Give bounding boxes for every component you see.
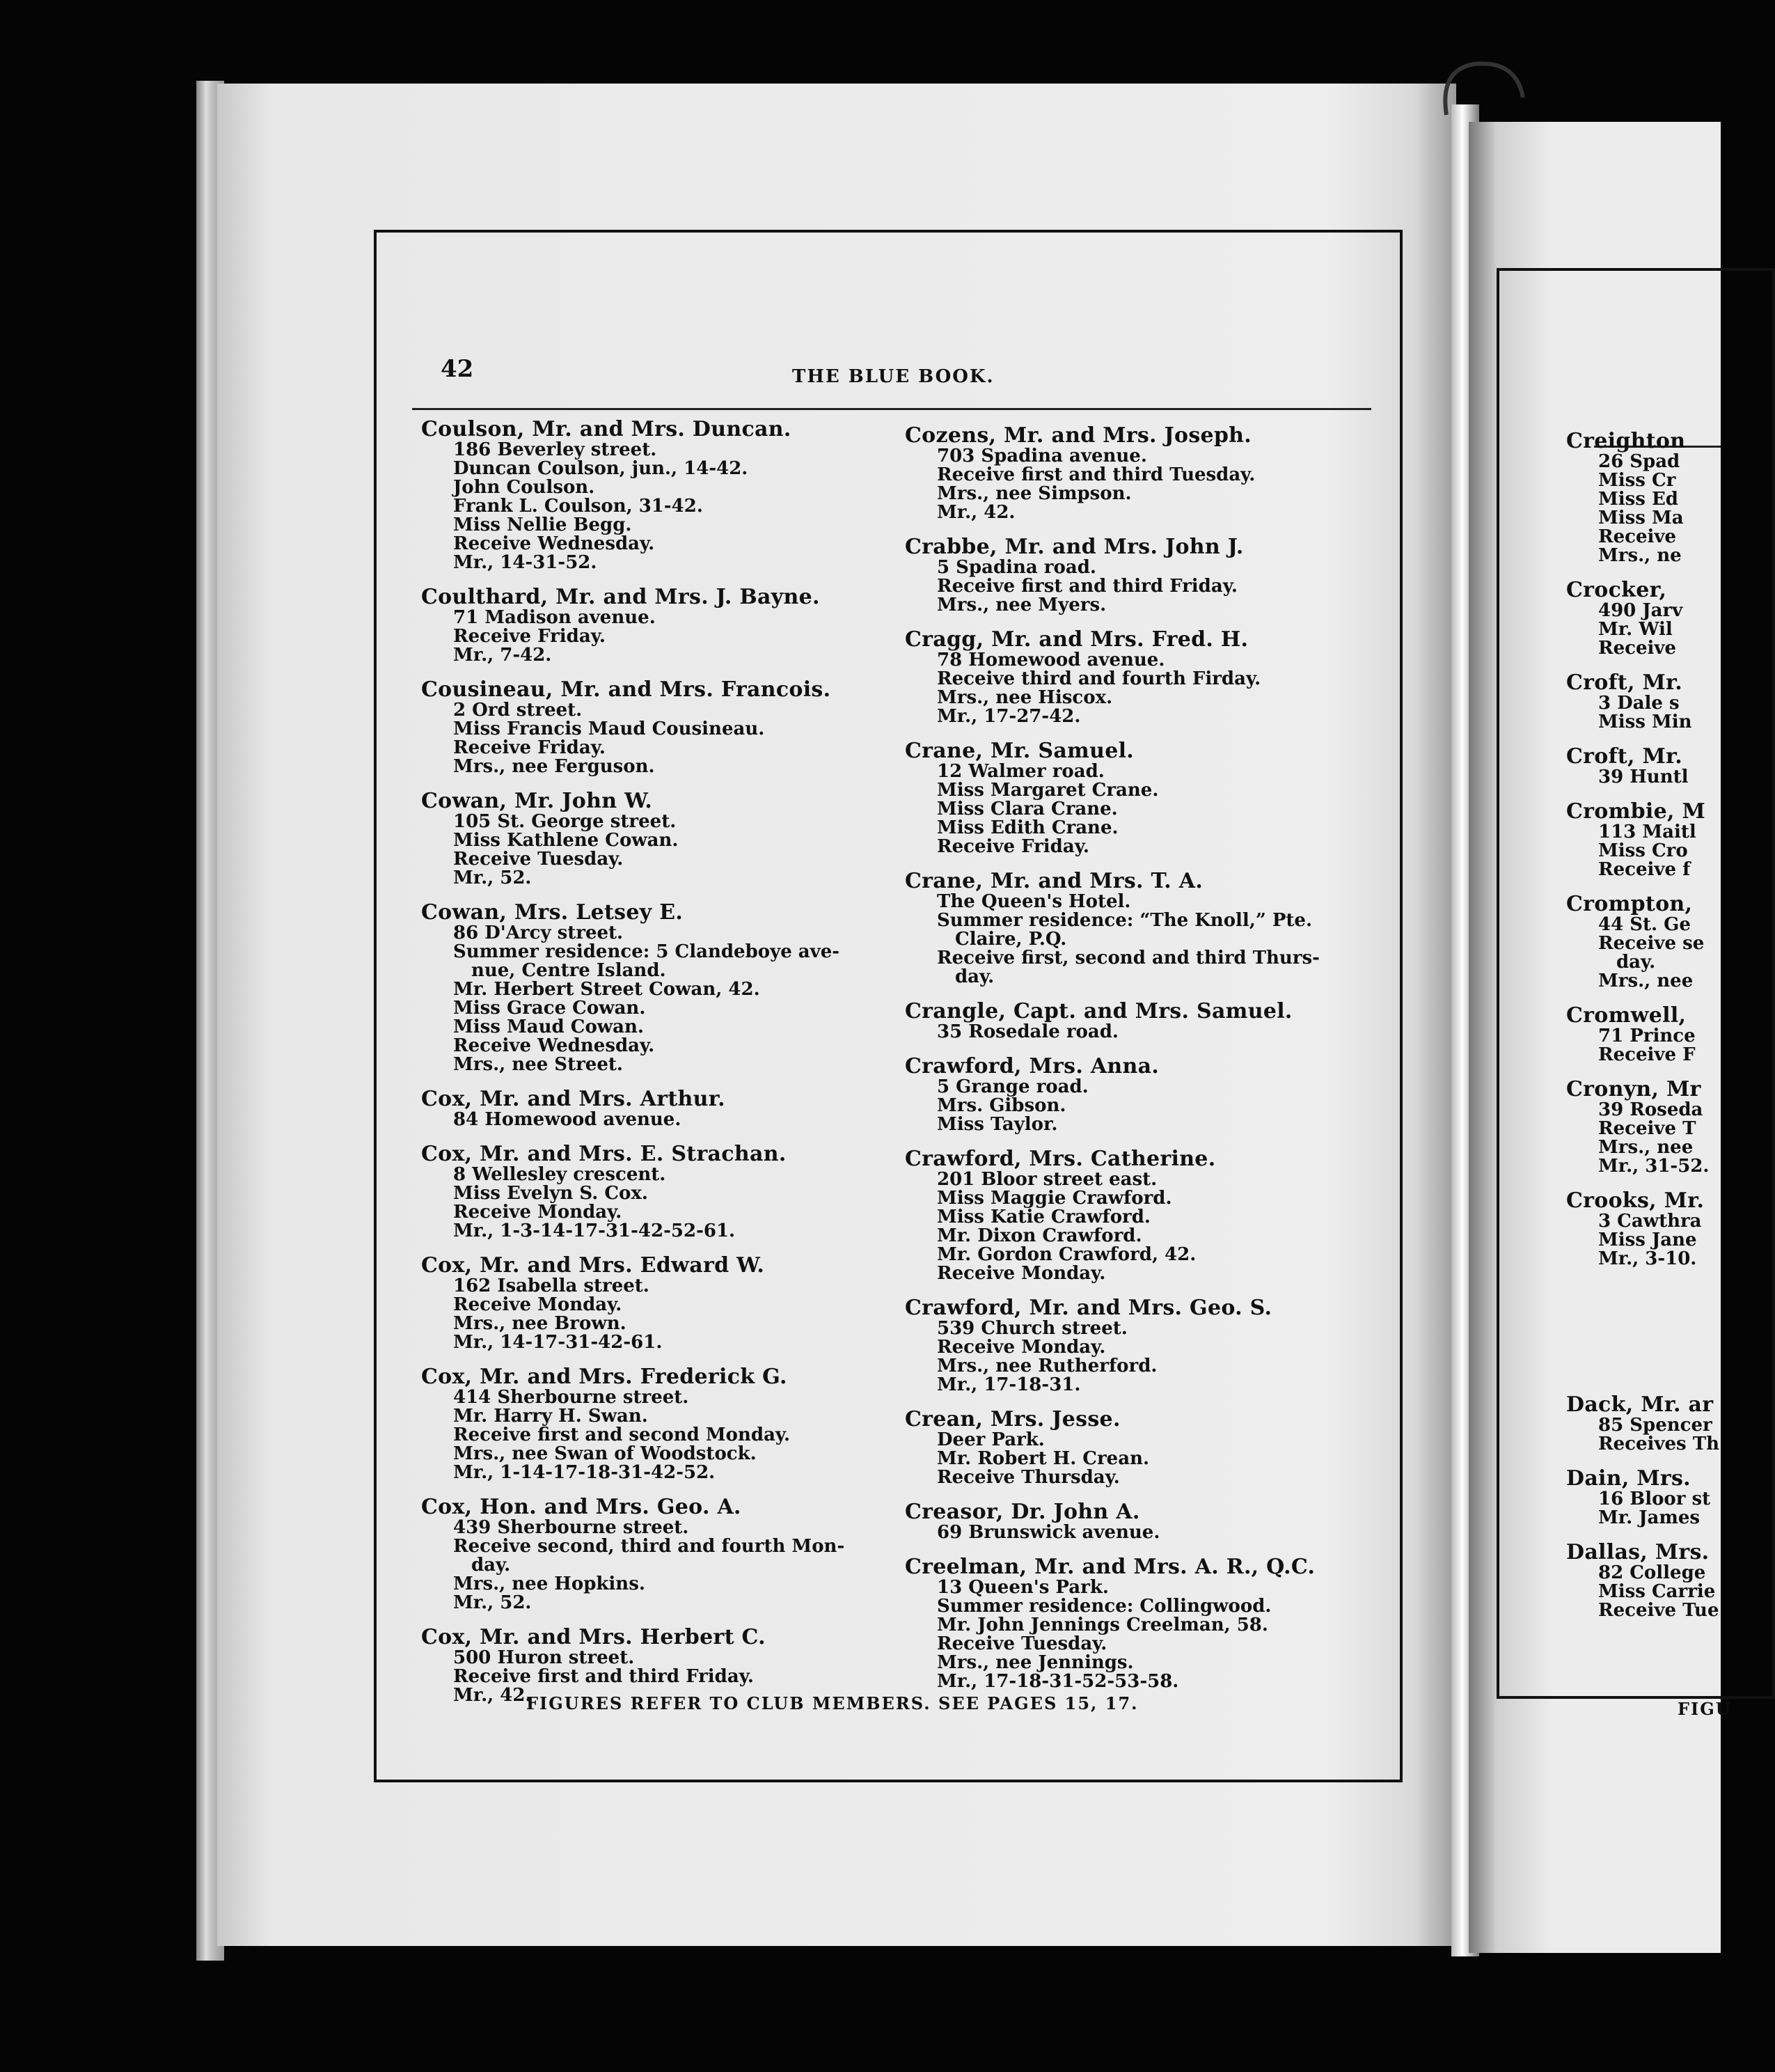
directory-entry — [905, 536, 1385, 615]
entry-name: Cox, Mr. and Mrs. Frederick G. — [421, 1365, 787, 1389]
entry-name: Crocker, — [1566, 578, 1667, 602]
entry-detail-line: Receive first, second and third Thurs- — [937, 948, 1320, 968]
directory-entry — [421, 902, 901, 1074]
directory-entry — [1566, 1394, 1721, 1454]
directory-entry — [1566, 801, 1721, 879]
entry-detail-line: day. — [955, 966, 995, 987]
entry-name: Crangle, Capt. and Mrs. Samuel. — [905, 999, 1293, 1023]
directory-entry — [1566, 893, 1721, 991]
directory-entry — [905, 1055, 1385, 1134]
entry-name: Cozens, Mr. and Mrs. Joseph. — [905, 423, 1252, 448]
entry-detail-line: day. — [1616, 952, 1656, 973]
right-page-footer: FIGU — [1678, 1699, 1732, 1719]
entry-detail-line: Receive T — [1598, 1118, 1696, 1139]
directory-entry — [905, 1000, 1385, 1042]
entry-name: Crombie, M — [1566, 799, 1705, 824]
entry-detail-line: 39 Roseda — [1598, 1099, 1703, 1120]
entry-detail-line: Receive first and third Friday. — [937, 576, 1238, 597]
entry-name: Cox, Mr. and Mrs. Edward W. — [421, 1253, 765, 1278]
clip-icon — [1433, 56, 1530, 118]
entry-name: Cox, Mr. and Mrs. Herbert C. — [421, 1625, 766, 1649]
directory-entry — [905, 870, 1385, 987]
entry-detail-line: 85 Spencer — [1598, 1415, 1712, 1436]
entry-name: Crawford, Mr. and Mrs. Geo. S. — [905, 1296, 1272, 1320]
directory-entry — [905, 1297, 1385, 1395]
directory-entry — [421, 1366, 901, 1482]
entry-detail-line: 414 Sherbourne street. — [453, 1387, 689, 1408]
directory-entry — [1566, 430, 1721, 565]
directory-entry — [905, 425, 1385, 522]
entry-name: Croft, Mr. — [1566, 670, 1683, 695]
entry-name: Cox, Mr. and Mrs. Arthur. — [421, 1087, 725, 1111]
directory-entry — [1566, 1005, 1721, 1065]
header-rule — [412, 408, 1371, 410]
entry-detail-line: Miss Min — [1598, 712, 1692, 732]
left-column — [421, 418, 901, 1719]
entry-detail-line: Miss Taylor. — [937, 1114, 1058, 1135]
middle-column — [905, 425, 1385, 1705]
entry-detail-line: Mr. Harry H. Swan. — [453, 1406, 648, 1427]
entry-detail-line: 13 Queen's Park. — [937, 1577, 1109, 1598]
directory-entry — [421, 679, 901, 776]
entry-name: Dack, Mr. ar — [1566, 1392, 1714, 1417]
entry-detail-line: Mr., 17-18-31. — [937, 1374, 1081, 1395]
entry-detail-line: Mrs., ne — [1598, 545, 1682, 566]
entry-detail-line: Miss Maggie Crawford. — [937, 1188, 1172, 1209]
entry-detail-line: 201 Bloor street east. — [937, 1169, 1158, 1190]
entry-detail-line: Mr. Gordon Crawford, 42. — [937, 1244, 1197, 1265]
entry-detail-line: Frank L. Coulson, 31-42. — [453, 496, 703, 517]
running-head: THE BLUE BOOK. — [792, 366, 995, 387]
entry-detail-line: Miss Cr — [1598, 470, 1676, 491]
directory-entry — [421, 1255, 901, 1352]
directory-entry — [1566, 1190, 1721, 1269]
entry-detail-line: Summer residence: Collingwood. — [937, 1596, 1272, 1617]
entry-detail-line: Miss Francis Maud Cousineau. — [453, 719, 765, 739]
entry-detail-line: Mr., 52. — [453, 868, 532, 888]
entry-detail-line: 71 Madison avenue. — [453, 607, 656, 628]
directory-entry — [905, 740, 1385, 856]
entry-detail-line: 500 Huron street. — [453, 1647, 635, 1668]
entry-detail-line: Mr., 52. — [453, 1592, 532, 1613]
entry-detail-line: Mr. John Jennings Creelman, 58. — [937, 1615, 1268, 1635]
entry-detail-line: Mr., 31-52. — [1598, 1156, 1710, 1177]
entry-name: Cowan, Mr. John W. — [421, 789, 653, 813]
directory-entry — [905, 1501, 1385, 1542]
entry-detail-line: Receive — [1598, 526, 1677, 547]
entry-detail-line: Receive F — [1598, 1044, 1696, 1065]
entry-detail-line: The Queen's Hotel. — [937, 891, 1131, 912]
entry-name: Cousineau, Mr. and Mrs. Francois. — [421, 677, 831, 702]
entry-detail-line: day. — [471, 1555, 511, 1576]
entry-detail-line: Mr. Robert H. Crean. — [937, 1448, 1150, 1469]
entry-name: Crane, Mr. Samuel. — [905, 739, 1135, 763]
page-number: 42 — [441, 355, 474, 383]
entry-detail-line: 539 Church street. — [937, 1318, 1128, 1339]
entry-detail-line: Miss Cro — [1598, 840, 1688, 861]
entry-detail-line: Receive second, third and fourth Mon- — [453, 1536, 845, 1557]
entry-name: Creasor, Dr. John A. — [905, 1500, 1140, 1524]
entry-detail-line: Mr. Herbert Street Cowan, 42. — [453, 979, 760, 1000]
entry-detail-line: Miss Evelyn S. Cox. — [453, 1183, 648, 1204]
entry-name: Coulson, Mr. and Mrs. Duncan. — [421, 417, 791, 441]
entry-detail-line: Receive Tue — [1598, 1600, 1719, 1621]
entry-detail-line: Receive Wednesday. — [453, 533, 655, 554]
directory-entry — [905, 1408, 1385, 1487]
entry-detail-line: John Coulson. — [453, 477, 595, 498]
entry-detail-line: Receive f — [1598, 859, 1691, 880]
entry-detail-line: Receive Monday. — [453, 1294, 622, 1315]
entry-detail-line: Mrs., nee Brown. — [453, 1313, 626, 1334]
entry-detail-line: Duncan Coulson, jun., 14-42. — [453, 458, 748, 479]
entry-detail-line: Receive Tuesday. — [937, 1633, 1107, 1654]
directory-entry — [1566, 1541, 1721, 1620]
entry-detail-line: Summer residence: 5 Clandeboye ave- — [453, 941, 840, 962]
entry-detail-line: 86 D'Arcy street. — [453, 923, 624, 943]
entry-detail-line: Mrs., nee — [1598, 1137, 1694, 1158]
entry-detail-line: 2 Ord street. — [453, 700, 583, 721]
entry-detail-line: Mr., 7-42. — [453, 645, 552, 666]
entry-name: Cox, Hon. and Mrs. Geo. A. — [421, 1495, 741, 1519]
entry-detail-line: Mrs., nee Hiscox. — [937, 687, 1113, 708]
entry-detail-line: Receive Friday. — [453, 626, 606, 647]
entry-detail-line: Receive Monday. — [937, 1337, 1106, 1358]
entry-detail-line: Receive first and second Monday. — [453, 1424, 791, 1445]
entry-name: Dallas, Mrs. — [1566, 1540, 1710, 1564]
entry-detail-line: Mr., 3-10. — [1598, 1248, 1697, 1269]
directory-entry — [1566, 672, 1721, 732]
entry-detail-line: 162 Isabella street. — [453, 1276, 649, 1296]
entry-detail-line: Mr., 17-18-31-52-53-58. — [937, 1671, 1179, 1692]
entry-detail-line: 5 Grange road. — [937, 1076, 1089, 1097]
entry-name: Crawford, Mrs. Catherine. — [905, 1147, 1216, 1171]
entry-detail-line: Miss Clara Crane. — [937, 799, 1118, 819]
entry-detail-line: Mrs., nee Ferguson. — [453, 756, 655, 777]
entry-name: Crompton, — [1566, 892, 1693, 916]
entry-detail-line: Mr., 17-27-42. — [937, 706, 1081, 727]
entry-detail-line: Receive third and fourth Firday. — [937, 668, 1261, 689]
entry-name: Cronyn, Mr — [1566, 1077, 1701, 1101]
entry-detail-line: 78 Homewood avenue. — [937, 650, 1165, 670]
entry-detail-line: Receive Wednesday. — [453, 1035, 655, 1056]
entry-detail-line: Miss Ed — [1598, 489, 1678, 510]
entry-detail-line: Mrs., nee Swan of Woodstock. — [453, 1443, 757, 1464]
entry-detail-line: Receive se — [1598, 933, 1705, 954]
entry-detail-line: Receive Friday. — [937, 836, 1089, 857]
entry-detail-line: Mr. Wil — [1598, 619, 1673, 640]
page-footer: FIGURES REFER TO CLUB MEMBERS. SEE PAGES 15, 17. — [526, 1693, 1139, 1713]
directory-entry — [1566, 579, 1721, 658]
entry-detail-line: 439 Sherbourne street. — [453, 1517, 689, 1538]
directory-entry — [905, 1148, 1385, 1283]
entry-detail-line: Miss Katie Crawford. — [937, 1207, 1151, 1227]
entry-name: Cowan, Mrs. Letsey E. — [421, 900, 684, 925]
entry-name: Creelman, Mr. and Mrs. A. R., Q.C. — [905, 1555, 1316, 1579]
entry-detail-line: 113 Maitl — [1598, 822, 1696, 842]
directory-entry — [421, 418, 901, 572]
entry-name: Crooks, Mr. — [1566, 1188, 1705, 1213]
entry-name: Crane, Mr. and Mrs. T. A. — [905, 869, 1204, 893]
entry-detail-line: 82 College — [1598, 1562, 1706, 1583]
entry-detail-line: Receive Monday. — [453, 1202, 622, 1223]
entry-detail-line: Mrs., nee Simpson. — [937, 483, 1132, 504]
entry-detail-line: 12 Walmer road. — [937, 761, 1105, 782]
entry-detail-line: Claire, P.Q. — [955, 929, 1067, 950]
entry-detail-line: 8 Wellesley crescent. — [453, 1164, 666, 1185]
directory-entry — [905, 629, 1385, 726]
entry-detail-line: 3 Cawthra — [1598, 1211, 1702, 1232]
directory-entry — [421, 1143, 901, 1241]
entry-detail-line: 71 Prince — [1598, 1026, 1696, 1046]
directory-entry — [1566, 746, 1721, 787]
entry-detail-line: 39 Huntl — [1598, 767, 1689, 787]
entry-detail-line: Deer Park. — [937, 1429, 1045, 1450]
entry-detail-line: Summer residence: “The Knoll,” Pte. — [937, 910, 1313, 931]
entry-detail-line: 3 Dale s — [1598, 693, 1680, 714]
directory-entry — [421, 1496, 901, 1612]
entry-detail-line: 490 Jarv — [1598, 600, 1683, 621]
entry-name: Creighton — [1566, 429, 1686, 453]
directory-entry — [421, 586, 901, 665]
entry-detail-line: Mr., 42. — [453, 1685, 532, 1706]
entry-detail-line: 5 Spadina road. — [937, 557, 1096, 578]
entry-detail-line: 26 Spad — [1598, 451, 1680, 472]
entry-detail-line: Receive Monday. — [937, 1263, 1106, 1284]
entry-detail-line: Mr., 1-3-14-17-31-42-52-61. — [453, 1221, 736, 1241]
directory-entry — [421, 790, 901, 888]
entry-detail-line: Mrs., nee Rutherford. — [937, 1356, 1158, 1376]
entry-detail-line: Mrs., nee Jennings. — [937, 1652, 1134, 1673]
entry-detail-line: Miss Grace Cowan. — [453, 998, 646, 1019]
entry-detail-line: Mr., 1-14-17-18-31-42-52. — [453, 1462, 716, 1483]
entry-detail-line: Mr., 14-31-52. — [453, 552, 597, 573]
entry-detail-line: Receives Th — [1598, 1434, 1719, 1454]
entry-detail-line: Mr. James — [1598, 1507, 1701, 1528]
directory-entry — [1566, 1078, 1721, 1176]
entry-detail-line: Mr. Dixon Crawford. — [937, 1225, 1142, 1246]
entry-detail-line: Receive first and third Friday. — [453, 1666, 754, 1687]
entry-detail-line: Receive Tuesday. — [453, 849, 624, 870]
entry-name: Cromwell, — [1566, 1003, 1687, 1028]
entry-name: Croft, Mr. — [1566, 744, 1683, 769]
entry-detail-line: Miss Nellie Begg. — [453, 515, 632, 535]
entry-detail-line: Miss Kathlene Cowan. — [453, 830, 679, 851]
entry-detail-line: 703 Spadina avenue. — [937, 446, 1147, 466]
entry-detail-line: Mrs. Gibson. — [937, 1095, 1066, 1116]
entry-detail-line: 44 St. Ge — [1598, 914, 1691, 935]
directory-entry — [1566, 1468, 1721, 1528]
entry-detail-line: Miss Edith Crane. — [937, 817, 1119, 838]
entry-detail-line: Mrs., nee Myers. — [937, 595, 1107, 615]
entry-detail-line: 84 Homewood avenue. — [453, 1109, 681, 1130]
entry-detail-line: Mr., 14-17-31-42-61. — [453, 1332, 663, 1353]
entry-detail-line: 16 Bloor st — [1598, 1489, 1711, 1509]
directory-entry — [421, 1088, 901, 1129]
entry-detail-line: Miss Maud Cowan. — [453, 1017, 644, 1037]
entry-detail-line: Receive Friday. — [453, 737, 606, 758]
entry-detail-line: Miss Carrie — [1598, 1581, 1716, 1602]
entry-detail-line: Receive — [1598, 638, 1677, 659]
entry-name: Cragg, Mr. and Mrs. Fred. H. — [905, 627, 1249, 652]
entry-detail-line: Miss Margaret Crane. — [937, 780, 1159, 801]
entry-name: Crawford, Mrs. Anna. — [905, 1054, 1160, 1078]
entry-detail-line: nue, Centre Island. — [471, 960, 666, 981]
entry-name: Coulthard, Mr. and Mrs. J. Bayne. — [421, 585, 820, 609]
entry-name: Dain, Mrs. — [1566, 1466, 1691, 1491]
entry-detail-line: 69 Brunswick avenue. — [937, 1522, 1160, 1543]
entry-name: Cox, Mr. and Mrs. E. Strachan. — [421, 1142, 787, 1166]
entry-detail-line: Mrs., nee Street. — [453, 1054, 623, 1075]
entry-name: Crabbe, Mr. and Mrs. John J. — [905, 535, 1244, 559]
entry-detail-line: 105 St. George street. — [453, 811, 677, 832]
entry-detail-line: Mrs., nee — [1598, 971, 1694, 991]
entry-detail-line: Mr., 42. — [937, 502, 1016, 523]
entry-detail-line: Receive Thursday. — [937, 1467, 1120, 1488]
entry-detail-line: 186 Beverley street. — [453, 439, 657, 460]
entry-detail-line: 35 Rosedale road. — [937, 1021, 1119, 1042]
right-page-column — [1566, 430, 1721, 1634]
entry-detail-line: Mrs., nee Hopkins. — [453, 1573, 645, 1594]
entry-detail-line: Miss Ma — [1598, 508, 1684, 528]
entry-detail-line: Miss Jane — [1598, 1230, 1697, 1250]
entry-detail-line: Receive first and third Tuesday. — [937, 464, 1256, 485]
entry-name: Crean, Mrs. Jesse. — [905, 1407, 1121, 1431]
directory-entry — [905, 1556, 1385, 1691]
